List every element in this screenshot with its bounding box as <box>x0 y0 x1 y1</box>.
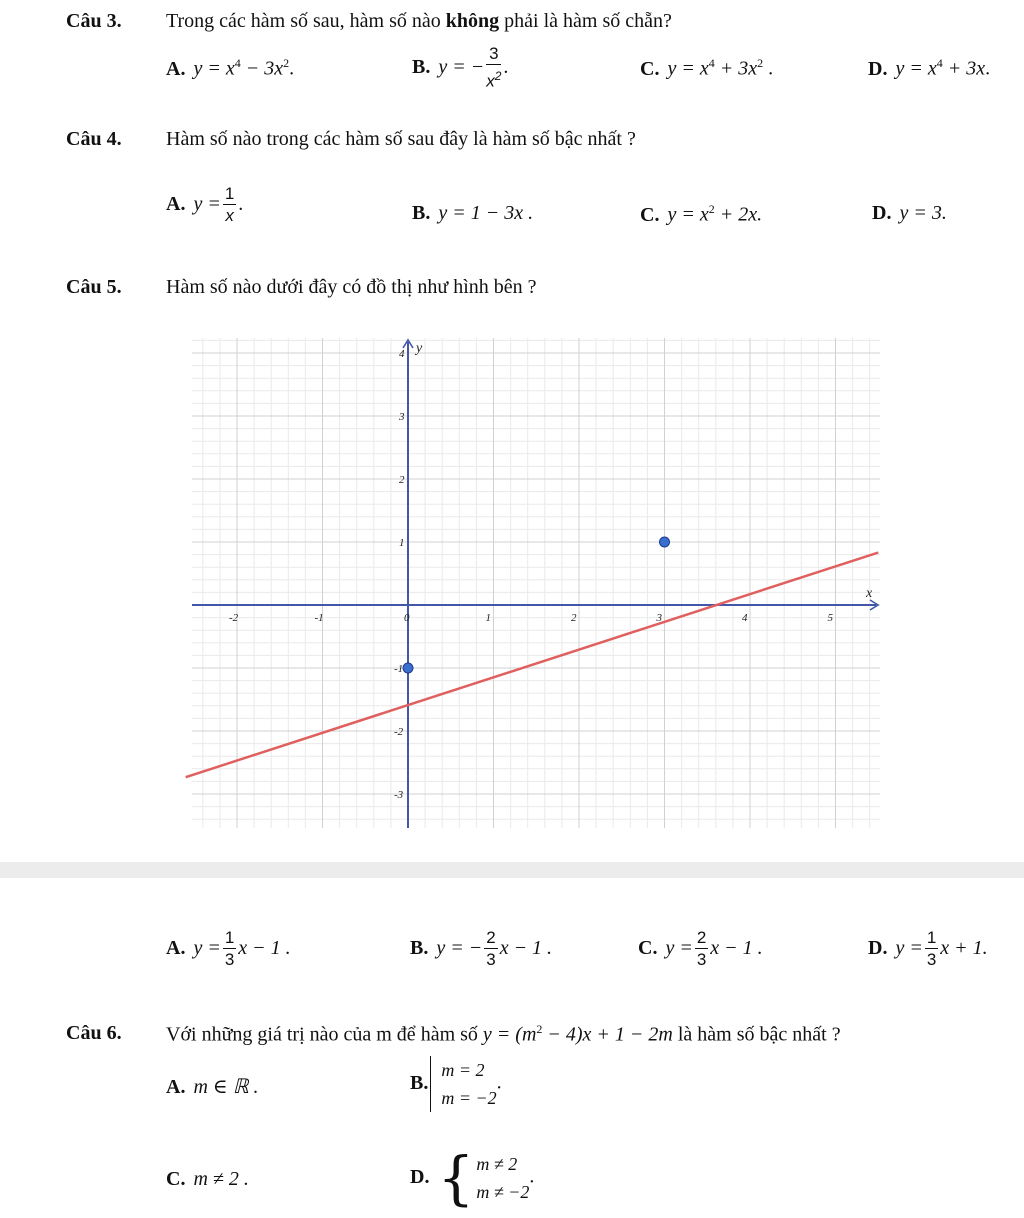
option-fraction <box>695 928 708 971</box>
den-base: x <box>486 71 495 91</box>
q3-option-d[interactable] <box>868 56 990 81</box>
option-lhs: y = − <box>436 937 483 960</box>
den-sup: 2 <box>494 69 502 83</box>
q3-text-bold: không <box>445 10 500 32</box>
option-lhs: y = − <box>438 55 485 78</box>
q4-option-c[interactable] <box>640 202 762 227</box>
x-tick-label: 0 <box>404 612 410 624</box>
option-fraction <box>484 928 497 971</box>
fraction-numerator: 2 <box>696 928 707 947</box>
q4-question: Hàm số nào trong các hàm số sau đây là hàm số bậc nhất ? <box>166 128 636 150</box>
q5-question: Hàm số nào dưới đây có đồ thị như hình bên ? <box>166 276 537 298</box>
fraction-denominator <box>486 65 501 93</box>
option-key: A. <box>166 937 186 960</box>
x-tick-label: 1 <box>485 612 491 624</box>
option-expr-mid: + 3x <box>714 57 758 80</box>
q6-formula-sup: 2 <box>536 1022 543 1036</box>
q3-text-pre: Trong các hàm số sau, hàm số nào <box>166 10 446 32</box>
q6-formula-pre: y = (m <box>482 1023 537 1046</box>
option-expr: y = x <box>895 57 937 80</box>
option-expr-mid: − 3x <box>240 57 284 80</box>
x-tick-label: 5 <box>827 612 833 624</box>
y-tick-label: 3 <box>399 411 405 423</box>
option-post: . <box>529 1165 535 1188</box>
x-axis-label: x <box>866 586 873 601</box>
option-sup: 4 <box>234 56 241 70</box>
option-lhs: y = <box>193 937 221 960</box>
option-sup: 4 <box>708 56 715 70</box>
option-sup: 2 <box>757 56 764 70</box>
q4-option-a[interactable] <box>166 184 243 227</box>
divider-band <box>0 862 1024 878</box>
q6-option-c[interactable] <box>166 1168 249 1191</box>
option-expr: y = x <box>667 57 709 80</box>
y-tick-label: 4 <box>399 348 405 360</box>
y-tick-label: 2 <box>399 474 405 486</box>
option-key: D. <box>868 937 888 960</box>
option-post: . <box>763 57 774 80</box>
system-row: m ≠ −2 <box>476 1182 530 1202</box>
option-rhs: x − 1 . <box>238 937 291 960</box>
q3-option-b[interactable] <box>412 44 508 93</box>
option-key: C. <box>166 1168 186 1190</box>
option-lhs: y = <box>895 937 923 960</box>
y-tick-label: -2 <box>394 726 404 738</box>
fraction-denominator: 3 <box>486 950 496 969</box>
q4-option-b[interactable] <box>412 202 533 225</box>
option-lhs: y = <box>193 193 221 216</box>
q5-option-a[interactable] <box>166 928 291 971</box>
q3-text-post: phải là hàm số chẵn? <box>499 10 672 32</box>
q6-text-post: là hàm số bậc nhất ? <box>672 1023 841 1046</box>
option-key: C. <box>640 57 660 80</box>
option-key: A. <box>166 57 186 80</box>
fraction-numerator: 1 <box>224 928 235 947</box>
option-key: A. <box>166 193 186 216</box>
option-key: D. <box>410 1165 430 1188</box>
option-expr: m ≠ 2 . <box>193 1168 249 1190</box>
option-system <box>474 1150 529 1206</box>
x-tick-label: 3 <box>656 612 662 624</box>
q5-option-c[interactable] <box>638 928 763 971</box>
q4-option-d[interactable] <box>872 202 947 225</box>
option-key: C. <box>640 203 660 226</box>
option-expr-mid: + 3x <box>942 57 986 80</box>
option-post: . <box>985 57 991 80</box>
q3-option-a[interactable] <box>166 56 294 81</box>
option-post: . <box>289 57 295 80</box>
y-tick-label: 1 <box>399 537 405 549</box>
bracket-row: m = −2 <box>441 1088 497 1108</box>
option-sup: 4 <box>936 56 943 70</box>
option-key: B. <box>410 937 429 960</box>
option-post: . <box>496 1071 502 1094</box>
option-key: D. <box>868 57 888 80</box>
x-tick-label: -1 <box>314 612 324 624</box>
system-row: m ≠ 2 <box>476 1154 518 1174</box>
y-tick-label: -1 <box>394 663 404 675</box>
option-key: C. <box>638 937 658 960</box>
q6-text-pre: Với những giá trị nào của m để hàm số <box>166 1023 483 1046</box>
q4-label: Câu 4. <box>66 128 122 150</box>
option-post: . <box>503 55 509 78</box>
option-bracket <box>430 1056 496 1112</box>
option-expr: y = x <box>193 57 235 80</box>
axes <box>192 340 878 828</box>
option-expr: y = 1 − 3x . <box>438 202 534 224</box>
q3-option-c[interactable] <box>640 56 773 81</box>
q6-label: Câu 6. <box>66 1022 122 1044</box>
q6-formula-post: − 4)x + 1 − 2m <box>542 1023 673 1046</box>
x-tick-label: -2 <box>229 612 239 624</box>
option-post: + 2x. <box>714 203 763 226</box>
q6-option-d[interactable] <box>410 1144 535 1212</box>
option-fraction <box>925 928 938 971</box>
data-point <box>403 663 413 673</box>
option-key: B. <box>410 1071 429 1094</box>
option-rhs: x + 1. <box>940 937 988 960</box>
option-key: D. <box>872 202 892 224</box>
option-rhs: x − 1 . <box>710 937 763 960</box>
option-lhs: y = <box>665 937 693 960</box>
q5-option-d[interactable] <box>868 928 988 971</box>
bracket-row: m = 2 <box>441 1060 485 1080</box>
fraction-denominator: 3 <box>224 950 235 969</box>
q5-option-b[interactable] <box>410 928 552 971</box>
q3-question <box>166 10 672 33</box>
function-graph <box>0 320 1024 860</box>
option-expr: y = x <box>667 203 709 226</box>
fraction-numerator: 1 <box>224 184 235 203</box>
data-point <box>660 537 670 547</box>
fraction-denominator: x <box>225 206 234 225</box>
option-key: A. <box>166 1076 186 1098</box>
option-sup: 2 <box>708 202 715 216</box>
option-fraction <box>486 44 501 93</box>
y-tick-label: -3 <box>394 789 404 801</box>
grid <box>192 338 880 828</box>
fraction-numerator: 1 <box>926 928 937 947</box>
option-key: B. <box>412 202 431 224</box>
brace-icon: { <box>437 1144 475 1212</box>
q5-label: Câu 5. <box>66 276 122 298</box>
option-fraction <box>223 928 236 971</box>
q6-option-b[interactable] <box>410 1056 502 1112</box>
option-key: B. <box>412 55 431 78</box>
option-rhs: x − 1 . <box>499 937 553 960</box>
option-expr: m ∈ ℝ . <box>193 1076 259 1098</box>
fraction-denominator: 3 <box>696 950 707 969</box>
option-sup: 2 <box>283 56 290 70</box>
option-post: . <box>238 193 244 216</box>
x-tick-label: 2 <box>571 612 577 624</box>
fraction-denominator: 3 <box>926 950 937 969</box>
x-tick-label: 4 <box>742 612 748 624</box>
y-axis-label: y <box>416 341 423 356</box>
fraction-numerator: 3 <box>486 44 501 65</box>
option-expr: y = 3. <box>899 202 947 224</box>
q3-label: Câu 3. <box>66 10 122 32</box>
fraction-numerator: 2 <box>486 928 496 947</box>
option-fraction <box>223 184 236 227</box>
q6-option-a[interactable] <box>166 1074 259 1099</box>
q6-question <box>166 1022 841 1047</box>
